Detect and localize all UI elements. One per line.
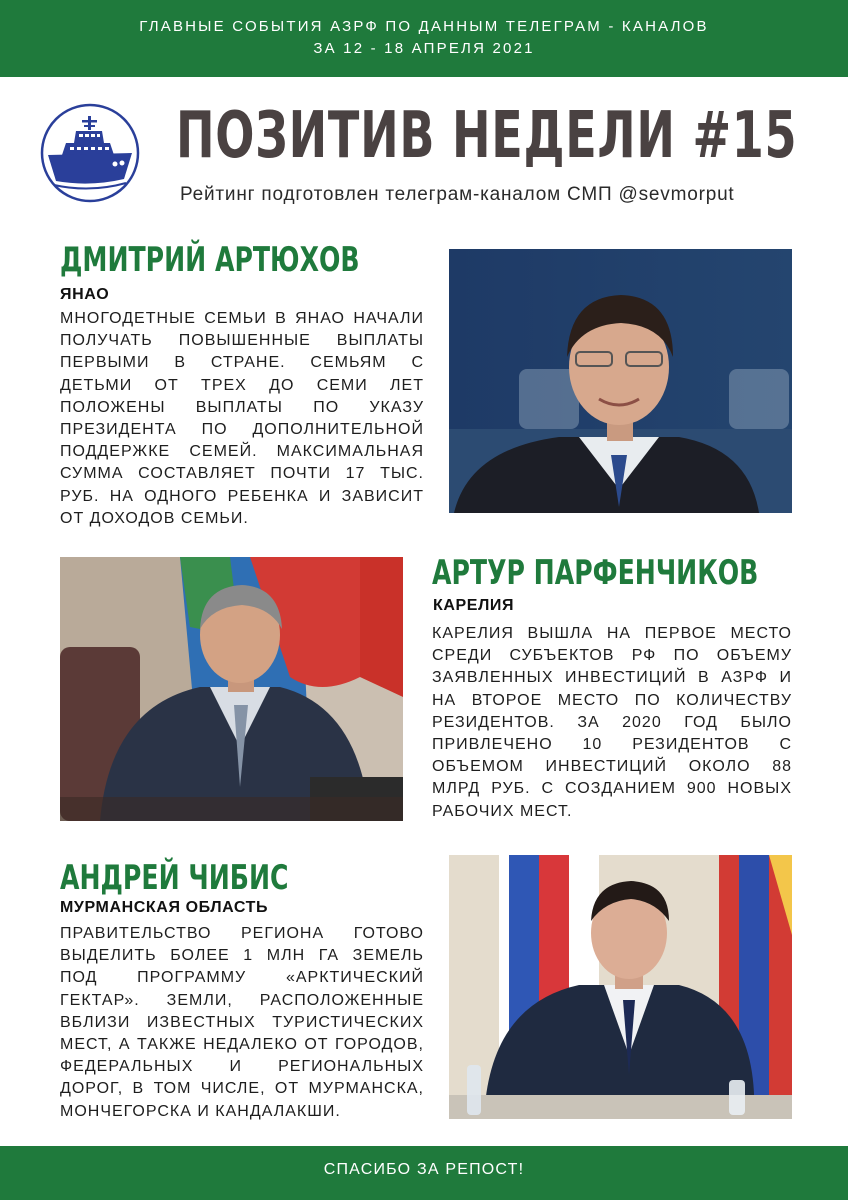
entry-2-region: КАРЕЛИЯ bbox=[433, 597, 515, 614]
entry-1-text: МНОГОДЕТНЫЕ СЕМЬИ В ЯНАО НАЧАЛИ ПОЛУЧАТЬ ПОВЫШЕННЫЕ ВЫПЛАТЫ ПЕРВЫМИ В СТРАНЕ. СЕМЬЯМ С ДЕТЬМИ ОТ ТРЕХ ДО СЕМИ ЛЕТ ПОЛОЖЕНЫ ВЫПЛАТЫ ПО УКАЗУ ПРЕЗИДЕНТА ПО ДОПОЛНИТЕЛЬНОЙ ПОДДЕРЖКЕ СЕМЕЙ. МАКСИМАЛЬНАЯ СУММА СОСТАВЛЯЕТ ПОЧТИ 17 ТЫС. РУБ. НА ОДНОГО РЕБЕНКА И ЗАВИСИТ ОТ ДОХОДОВ СЕМЬИ. bbox=[60, 310, 424, 527]
header-line-1: ГЛАВНЫЕ СОБЫТИЯ АЗРФ ПО ДАННЫМ ТЕЛЕГРАМ - КАНАЛОВ bbox=[139, 18, 709, 35]
entry-2-photo bbox=[60, 557, 403, 821]
header-line-2: ЗА 12 - 18 АПРЕЛЯ 2021 bbox=[313, 40, 535, 57]
footer-text: СПАСИБО ЗА РЕПОСТ! bbox=[323, 1161, 525, 1178]
page-title: ПОЗИТИВ НЕДЕЛИ #15 bbox=[176, 99, 798, 173]
entry-3-photo bbox=[449, 855, 792, 1119]
entry-2-text: КАРЕЛИЯ ВЫШЛА НА ПЕРВОЕ МЕСТО СРЕДИ СУБЪЕКТОВ РФ ПО ОБЪЕМУ ЗАЯВЛЕННЫХ ИНВЕСТИЦИЙ В АЗРФ И НА ВТОРОЕ МЕСТО ПО КОЛИЧЕСТВУ РЕЗИДЕНТОВ. ЗА 2020 ГОД БЫЛО ПРИВЛЕЧЕНО 10 РЕЗИДЕНТОВ С ОБЪЕМОМ ИНВЕСТИЦИЙ ОКОЛО 88 МЛРД РУБ. С СОЗДАНИЕМ 900 НОВЫХ РАБОЧИХ МЕСТ. bbox=[432, 625, 792, 820]
icebreaker-ship-icon bbox=[40, 103, 140, 203]
header-banner bbox=[0, 0, 848, 77]
entry-3-region: МУРМАНСКАЯ ОБЛАСТЬ bbox=[60, 899, 269, 916]
entry-2-name: АРТУР ПАРФЕНЧИКОВ bbox=[432, 553, 759, 593]
footer-banner bbox=[0, 1146, 848, 1200]
entry-1-photo bbox=[449, 249, 792, 513]
entry-3-name: АНДРЕЙ ЧИБИС bbox=[60, 858, 289, 898]
entry-1-name: ДМИТРИЙ АРТЮХОВ bbox=[60, 240, 360, 280]
page-subtitle: Рейтинг подготовлен телеграм-каналом СМП @sevmorput bbox=[180, 184, 735, 205]
entry-3-text: ПРАВИТЕЛЬСТВО РЕГИОНА ГОТОВО ВЫДЕЛИТЬ БОЛЕЕ 1 МЛН ГА ЗЕМЕЛЬ ПОД ПРОГРАММУ «АРКТИЧЕСКИЙ ГЕКТАР». ЗЕМЛИ, РАСПОЛОЖЕННЫЕ ВБЛИЗИ ИЗВЕСТНЫХ ТУРИСТИЧЕСКИХ МЕСТ, А ТАКЖЕ НЕДАЛЕКО ОТ ГОРОДОВ, ФЕДЕРАЛЬНЫХ И РЕГИОНАЛЬНЫХ ДОРОГ, В ТОМ ЧИСЛЕ, ОТ МУРМАНСКА, МОНЧЕГОРСКА И КАНДАЛАКШИ. bbox=[60, 925, 424, 1120]
entry-1-region: ЯНАО bbox=[60, 286, 110, 303]
